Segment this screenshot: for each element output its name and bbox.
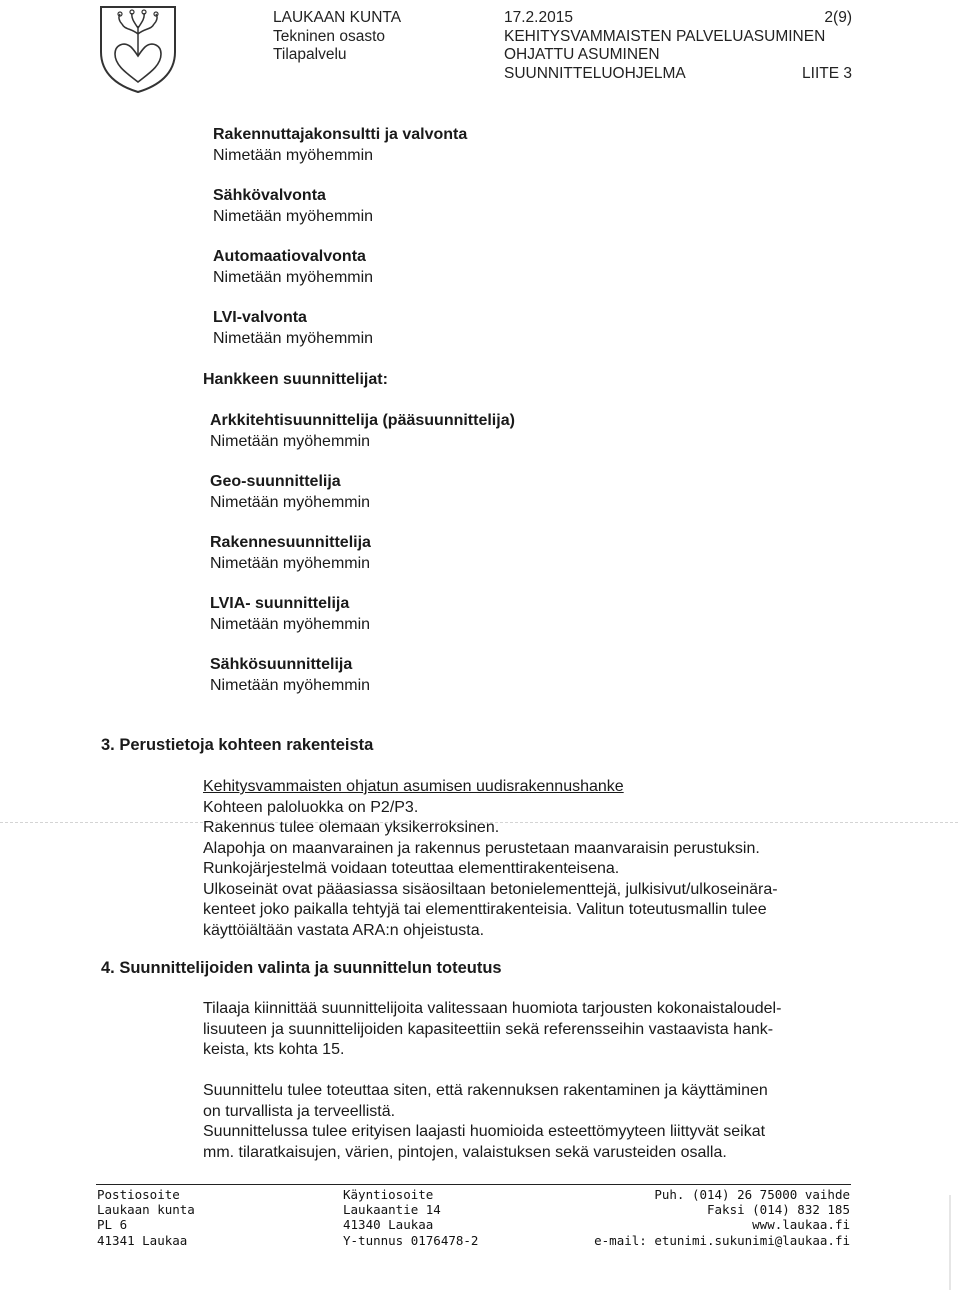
- designer-name: Nimetään myöhemmin: [210, 493, 371, 511]
- section-3-body: [203, 777, 853, 941]
- paragraph-line: Suunnittelussa tulee erityisen laajasti huomioida esteettömyyteen liittyvät seikat: [203, 1123, 766, 1140]
- supervision-name: Nimetään myöhemmin: [213, 268, 374, 286]
- supervision-role: Automaatiovalvonta: [213, 248, 366, 265]
- organization-block: [273, 9, 401, 65]
- appendix-label: LIITE 3: [802, 65, 852, 82]
- designer-name: Nimetään myöhemmin: [210, 432, 371, 450]
- footer-phone: Puh. (014) 26 75000 vaihde: [654, 1187, 850, 1202]
- designer-role: LVIA- suunnittelija: [210, 595, 350, 612]
- section-3-line: kenteet joko paikalla tehtyjä tai elementtirakenteisia. Valitun toteutusmallin tulee: [203, 901, 767, 918]
- supervision-name: Nimetään myöhemmin: [213, 207, 374, 225]
- supervision-item: [213, 186, 467, 247]
- section-3-title: 3. Perustietoja kohteen rakenteista: [101, 736, 374, 754]
- coat-of-arms-logo: [98, 4, 178, 94]
- supervision-name: Nimetään myöhemmin: [213, 146, 374, 164]
- paragraph-line: Tilaaja kiinnittää suunnittelijoita valitessaan huomiota tarjousten kokonaistaloudel-: [203, 1000, 782, 1017]
- footer-line: Laukaantie 14: [343, 1202, 441, 1218]
- footer-visiting-address: [343, 1187, 478, 1248]
- section-3-line: Kohteen paloluokka on P2/P3.: [203, 798, 419, 816]
- supervision-role: Rakennuttajakonsultti ja valvonta: [213, 126, 468, 143]
- section-3-line: Rakennus tulee olemaan yksikerroksinen.: [203, 819, 500, 836]
- supervision-item: [213, 247, 467, 308]
- paragraph-line: keista, kts kohta 15.: [203, 1041, 345, 1058]
- footer-fax: Faksi (014) 832 185: [707, 1202, 850, 1218]
- org-unit: Tilapalvelu: [273, 46, 347, 63]
- designer-item: [210, 655, 515, 716]
- paragraph-line: on turvallista ja terveellistä.: [203, 1102, 396, 1120]
- designer-role: Arkkitehtisuunnittelija (pääsuunnittelija): [210, 412, 515, 429]
- footer-line: Käyntiosoite: [343, 1187, 434, 1202]
- footer-line: Laukaan kunta: [97, 1202, 195, 1218]
- document-title-line-2: OHJATTU ASUMINEN: [504, 46, 660, 63]
- paragraph-line: Suunnittelu tulee toteuttaa siten, että rakennuksen rakentaminen ja käyttäminen: [203, 1082, 768, 1099]
- supervision-role: Sähkövalvonta: [213, 187, 326, 204]
- footer-website-link[interactable]: www.laukaa.fi: [752, 1217, 850, 1233]
- document-info: [504, 9, 825, 83]
- section-3-line: käyttöiältään vastata ARA:n ohjeistusta.: [203, 921, 485, 939]
- footer-line: PL 6: [97, 1217, 128, 1233]
- section-4-paragraph-2: [203, 1081, 853, 1163]
- section-4-title: 4. Suunnittelijoiden valinta ja suunnittelun toteutus: [101, 959, 502, 977]
- section-3-line: Runkojärjestelmä voidaan toteuttaa elementtirakenteisena.: [203, 860, 620, 877]
- paragraph-line: lisuuteen ja suunnittelijoiden kapasiteettiin sekä referensseihin vastaavista hank-: [203, 1020, 774, 1038]
- document-date: 17.2.2015: [504, 9, 573, 26]
- section-4-paragraph-1: [203, 999, 853, 1061]
- designer-name: Nimetään myöhemmin: [210, 554, 371, 572]
- designer-role: Rakennesuunnittelija: [210, 534, 371, 551]
- org-name: LAUKAAN KUNTA: [273, 9, 402, 26]
- supervision-item: [213, 308, 467, 369]
- supervision-role: LVI-valvonta: [213, 309, 307, 326]
- footer-divider: [96, 1184, 851, 1185]
- footer-line: Postiosoite: [97, 1187, 180, 1202]
- supervision-item: [213, 125, 467, 186]
- document-title-line-1: KEHITYSVAMMAISTEN PALVELUASUMINEN: [504, 27, 826, 45]
- footer-line: Y-tunnus 0176478-2: [343, 1232, 479, 1248]
- supervision-name: Nimetään myöhemmin: [213, 329, 374, 347]
- designer-item: [210, 411, 515, 472]
- footer-contact: [560, 1187, 850, 1248]
- document-title-line-3: SUUNNITTELUOHJELMA: [504, 64, 686, 82]
- designer-name: Nimetään myöhemmin: [210, 615, 371, 633]
- designers-heading: Hankkeen suunnittelijat:: [203, 371, 388, 388]
- designer-item: [210, 533, 515, 594]
- section-3-line: Alapohja on maanvarainen ja rakennus perustetaan maanvaraisin perustuksin.: [203, 839, 760, 857]
- designers-list: [210, 411, 515, 716]
- footer-line: 41340 Laukaa: [343, 1217, 434, 1233]
- footer-line: 41341 Laukaa: [97, 1232, 188, 1248]
- designer-item: [210, 594, 515, 655]
- designer-role: Sähkösuunnittelija: [210, 656, 353, 673]
- paragraph-line: mm. tilaratkaisujen, värien, pintojen, valaistuksen sekä varusteiden osalla.: [203, 1143, 727, 1161]
- supervision-list: [213, 125, 467, 369]
- designer-item: [210, 472, 515, 533]
- scan-edge-artifact: [949, 1195, 951, 1290]
- org-department: Tekninen osasto: [273, 27, 386, 45]
- designer-name: Nimetään myöhemmin: [210, 676, 371, 694]
- section-3-line: Ulkoseinät ovat pääasiassa sisäosiltaan betonielementtejä, julkisivut/ulkoseinära-: [203, 880, 778, 898]
- designer-role: Geo-suunnittelija: [210, 473, 341, 490]
- section-3-subtitle: Kehitysvammaisten ohjatun asumisen uudisrakennushanke: [203, 778, 624, 795]
- page-number: 2(9): [824, 9, 852, 26]
- footer-email-link[interactable]: e-mail: etunimi.sukunimi@laukaa.fi: [594, 1232, 850, 1248]
- footer-postal-address: [97, 1187, 195, 1248]
